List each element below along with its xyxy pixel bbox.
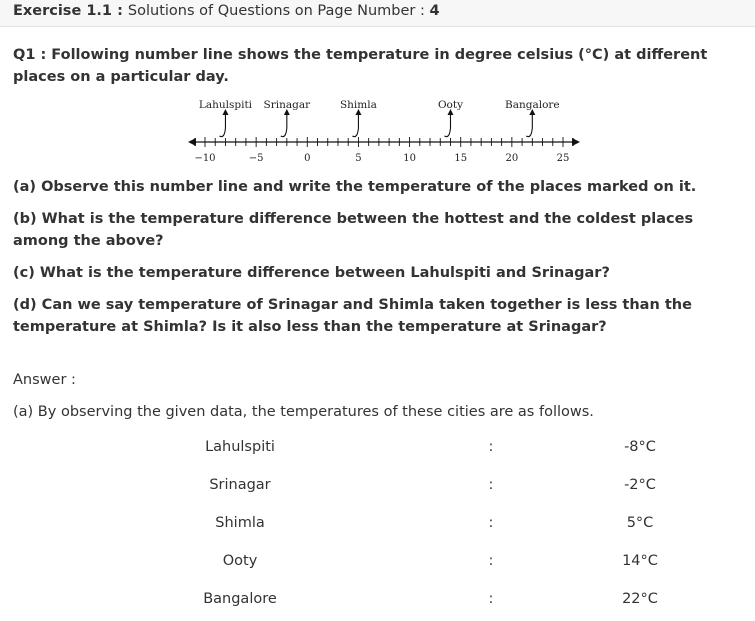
place-arrow	[526, 114, 532, 137]
exercise-subtitle: Solutions of Questions on Page Number	[127, 3, 416, 19]
answer-city: Srinagar	[209, 477, 271, 493]
place-label: Srinagar	[263, 99, 311, 111]
answer-label: Answer :	[13, 372, 76, 388]
page-number: 4	[429, 3, 440, 19]
place-arrow	[352, 114, 358, 137]
answer-city: Shimla	[215, 515, 265, 531]
answer-colon: :	[488, 553, 494, 569]
exercise-number: Exercise 1.1	[13, 3, 113, 19]
answer-city: Ooty	[222, 553, 258, 569]
answer-temp: 22°C	[622, 591, 658, 607]
answer-temp: -2°C	[624, 477, 656, 493]
answer-row	[0, 588, 755, 610]
answer-city: Bangalore	[203, 591, 277, 607]
tick-label: 20	[505, 153, 519, 164]
place-label: Ooty	[437, 99, 464, 111]
tick-label: 10	[403, 153, 416, 164]
place-arrow	[444, 114, 450, 137]
answer-colon: :	[488, 439, 494, 455]
tick-label: −5	[248, 153, 264, 164]
number-line-figure	[0, 0, 755, 175]
answer-colon: :	[488, 515, 494, 531]
answer-row	[0, 512, 755, 534]
answer-temp: 5°C	[626, 515, 654, 531]
tick-label: 0	[304, 153, 311, 164]
answer-colon: :	[488, 477, 494, 493]
question-title: Q1 : Following number line shows the temperature in degree celsius (°C) at different places on a particular day.	[13, 47, 708, 85]
tick-label: −10	[194, 153, 216, 164]
answer-city: Lahulspiti	[205, 439, 275, 455]
question-part-c: (c) What is the temperature difference between Lahulspiti and Srinagar?	[13, 265, 610, 281]
header-separator-2: :	[415, 3, 430, 19]
header-separator: :	[112, 3, 128, 19]
place-label: Shimla	[339, 99, 377, 111]
answer-intro: (a) By observing the given data, the temperatures of these cities are as follows.	[13, 404, 594, 420]
place-label: Bangalore	[504, 99, 560, 111]
question-part-b: (b) What is the temperature difference between the hottest and the coldest places among the above?	[13, 211, 694, 249]
answer-row	[0, 474, 755, 496]
question-part-d: (d) Can we say temperature of Srinagar and Shimla taken together is less than the temperature at Shimla? Is it also less than the temperature at Srinagar?	[13, 297, 692, 335]
answer-temp: 14°C	[622, 553, 658, 569]
place-label: Lahulspiti	[198, 99, 253, 111]
tick-label: 25	[556, 153, 570, 164]
answer-row	[0, 436, 755, 458]
tick-label: 5	[355, 153, 362, 164]
answer-colon: :	[488, 591, 494, 607]
place-arrow	[281, 114, 287, 137]
answer-row	[0, 550, 755, 572]
tick-label: 15	[454, 153, 468, 164]
answer-temp: -8°C	[624, 439, 656, 455]
question-part-a: (a) Observe this number line and write the temperature of the places marked on it.	[13, 179, 697, 195]
place-arrow	[219, 114, 225, 137]
